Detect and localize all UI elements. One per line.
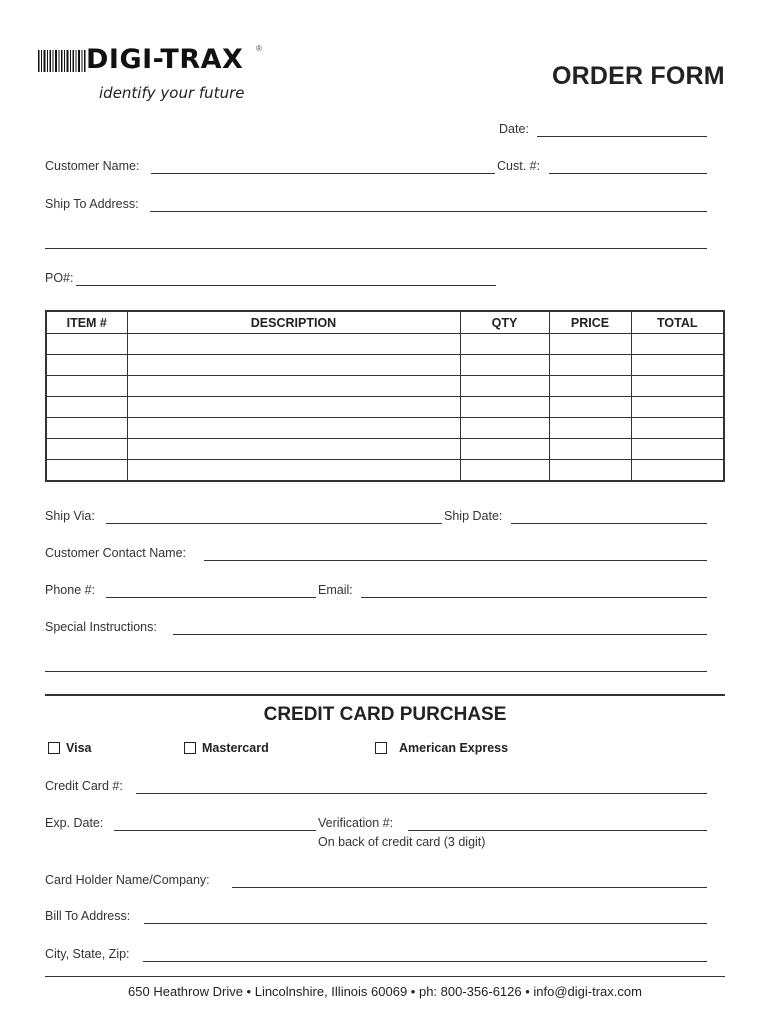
date-label: Date: — [499, 122, 529, 136]
col-header-price: PRICE — [549, 311, 631, 334]
table-cell[interactable] — [127, 460, 460, 482]
credit-card-title: CREDIT CARD PURCHASE — [263, 704, 507, 725]
table-row — [46, 418, 724, 439]
table-cell[interactable] — [549, 460, 631, 482]
table-cell[interactable] — [549, 334, 631, 355]
checkbox-icon[interactable] — [375, 742, 387, 754]
table-row — [46, 439, 724, 460]
date-field[interactable] — [537, 122, 707, 137]
table-cell[interactable] — [549, 418, 631, 439]
ship-to-label: Ship To Address: — [45, 197, 139, 211]
table-cell[interactable] — [631, 460, 724, 482]
phone-label: Phone #: — [45, 583, 96, 597]
table-cell[interactable] — [460, 397, 549, 418]
tagline: identify your future — [99, 84, 245, 102]
table-cell[interactable] — [46, 397, 127, 418]
card-number-label: Credit Card #: — [45, 779, 123, 793]
company-logo — [38, 44, 268, 106]
exp-date-field[interactable] — [114, 816, 316, 831]
table-row — [46, 376, 724, 397]
table-row — [46, 397, 724, 418]
table-cell[interactable] — [127, 439, 460, 460]
section-divider — [45, 694, 725, 696]
phone-field[interactable] — [106, 583, 316, 598]
card-holder-label: Card Holder Name/Company: — [45, 873, 210, 887]
amex-option[interactable] — [375, 741, 508, 755]
ship-to-field-line2[interactable] — [45, 234, 707, 249]
table-cell[interactable] — [46, 376, 127, 397]
city-state-zip-field[interactable] — [143, 947, 707, 962]
city-state-zip-label: City, State, Zip: — [45, 947, 130, 961]
card-number-field[interactable] — [136, 779, 707, 794]
table-row — [46, 460, 724, 482]
customer-name-label: Customer Name: — [45, 159, 140, 173]
col-header-total: TOTAL — [631, 311, 724, 334]
table-cell[interactable] — [46, 439, 127, 460]
special-instructions-field-line2[interactable] — [45, 657, 707, 672]
table-row — [46, 355, 724, 376]
table-row — [46, 334, 724, 355]
email-field[interactable] — [361, 583, 707, 598]
table-cell[interactable] — [631, 439, 724, 460]
special-instructions-field[interactable] — [173, 620, 707, 635]
po-label: PO#: — [45, 271, 74, 285]
contact-name-label: Customer Contact Name: — [45, 546, 187, 560]
col-header-qty: QTY — [460, 311, 549, 334]
table-cell[interactable] — [631, 376, 724, 397]
visa-option[interactable] — [48, 741, 92, 755]
table-cell[interactable] — [127, 376, 460, 397]
contact-name-field[interactable] — [204, 546, 707, 561]
col-header-item: ITEM # — [46, 311, 127, 334]
ship-date-field[interactable] — [511, 509, 707, 524]
mastercard-option[interactable] — [184, 741, 269, 755]
table-cell[interactable] — [46, 418, 127, 439]
table-cell[interactable] — [460, 334, 549, 355]
exp-date-label: Exp. Date: — [45, 816, 104, 830]
table-cell[interactable] — [127, 355, 460, 376]
brand-name: DIGI-TRAX — [86, 44, 244, 75]
table-cell[interactable] — [631, 334, 724, 355]
registered-mark: ® — [256, 44, 262, 53]
visa-label: Visa — [66, 741, 92, 755]
table-cell[interactable] — [631, 397, 724, 418]
table-cell[interactable] — [460, 439, 549, 460]
checkbox-icon[interactable] — [184, 742, 196, 754]
table-cell[interactable] — [46, 460, 127, 482]
table-header-row — [46, 311, 724, 334]
ship-to-field[interactable] — [150, 197, 707, 212]
page-title: ORDER FORM — [552, 62, 725, 90]
table-cell[interactable] — [460, 355, 549, 376]
table-cell[interactable] — [549, 376, 631, 397]
card-holder-field[interactable] — [232, 873, 707, 888]
footer-divider — [45, 976, 725, 977]
table-cell[interactable] — [127, 397, 460, 418]
bill-to-label: Bill To Address: — [45, 909, 131, 923]
cust-number-label: Cust. #: — [497, 159, 541, 173]
verification-field[interactable] — [408, 816, 707, 831]
table-cell[interactable] — [127, 418, 460, 439]
table-cell[interactable] — [460, 460, 549, 482]
bill-to-field[interactable] — [144, 909, 707, 924]
ship-date-label: Ship Date: — [444, 509, 503, 523]
special-instructions-label: Special Instructions: — [45, 620, 157, 634]
table-cell[interactable] — [46, 334, 127, 355]
ship-via-label: Ship Via: — [45, 509, 95, 523]
amex-label: American Express — [399, 741, 509, 755]
verification-note: On back of credit card (3 digit) — [318, 835, 486, 849]
ship-via-field[interactable] — [106, 509, 442, 524]
mastercard-label: Mastercard — [202, 741, 269, 755]
items-table — [45, 310, 725, 482]
table-cell[interactable] — [549, 355, 631, 376]
verification-label: Verification #: — [318, 816, 394, 830]
table-cell[interactable] — [549, 439, 631, 460]
cust-number-field[interactable] — [549, 159, 707, 174]
table-cell[interactable] — [631, 418, 724, 439]
email-label: Email: — [318, 583, 353, 597]
table-cell[interactable] — [549, 397, 631, 418]
table-cell[interactable] — [46, 355, 127, 376]
table-cell[interactable] — [127, 334, 460, 355]
checkbox-icon[interactable] — [48, 742, 60, 754]
table-cell[interactable] — [460, 418, 549, 439]
col-header-description: DESCRIPTION — [127, 311, 460, 334]
table-cell[interactable] — [460, 376, 549, 397]
customer-name-field[interactable] — [151, 159, 495, 174]
po-field[interactable] — [76, 271, 496, 286]
footer-contact: 650 Heathrow Drive • Lincolnshire, Illinois 60069 • ph: 800-356-6126 • info@digi-trax.com — [128, 984, 642, 999]
barcode-icon — [38, 50, 88, 72]
table-cell[interactable] — [631, 355, 724, 376]
